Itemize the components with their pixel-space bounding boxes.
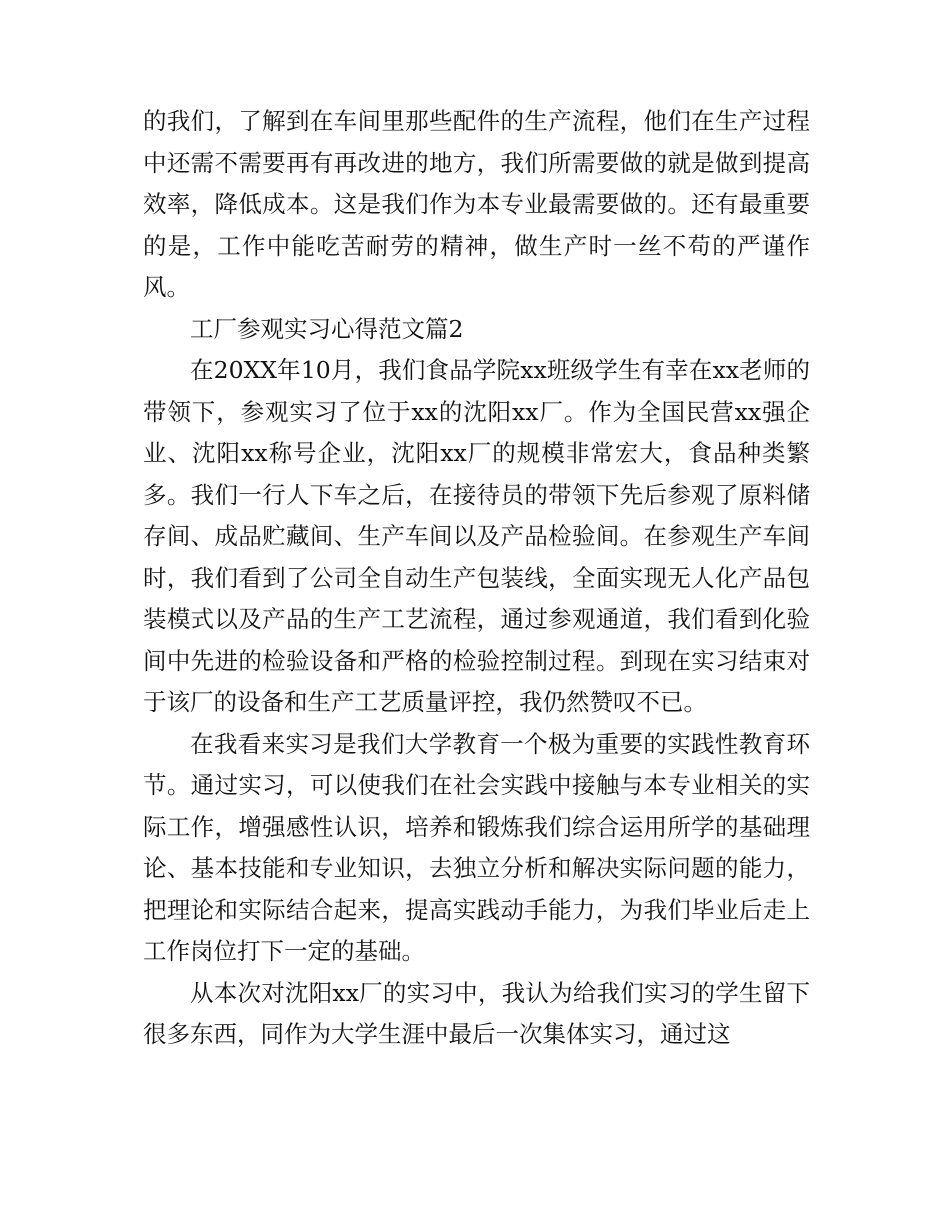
paragraph-reflection: 从本次对沈阳xx厂的实习中，我认为给我们实习的学生留下很多东西，同作为大学生涯中最后一次集体实习，通过这 (143, 978, 810, 1048)
section-heading: 工厂参观实习心得范文篇2 (190, 314, 464, 343)
paragraph-continued: 的我们，了解到在车间里那些配件的生产流程，他们在生产过程中还需不需要再有再改进的地方，我们所需要做的就是做到提高效率，降低成本。这是我们作为本专业最需要做的。还有最重要的是，工作中能吃苦耐劳的精神，做生产时一丝不苟的严谨作风。 (143, 107, 810, 301)
paragraph-visit-overview: 在20XX年10月，我们食品学院xx班级学生有幸在xx老师的带领下，参观实习了位于xx的沈阳xx厂。作为全国民营xx强企业、沈阳xx称号企业，沈阳xx厂的规模非常宏大，食品种类繁多。我们一行人下车之后，在接待员的带领下先后参观了原料储存间、成品贮藏间、生产车间以及产品检验间。在参观生产车间时，我们看到了公司全自动生产包装线，全面实现无人化产品包装模式以及产品的生产工艺流程，通过参观通道，我们看到化验间中先进的检验设备和严格的检验控制过程。到现在实习结束对于该厂的设备和生产工艺质量评控，我仍然赞叹不已。 (143, 356, 810, 716)
document-body (143, 101, 810, 1056)
paragraph-internship-importance: 在我看来实习是我们大学教育一个极为重要的实践性教育环节。通过实习，可以使我们在社会实践中接触与本专业相关的实际工作，增强感性认识，培养和锻炼我们综合运用所学的基础理论、基本技能和专业知识，去独立分析和解决实际问题的能力，把理论和实际结合起来，提高实践动手能力，为我们毕业后走上工作岗位打下一定的基础。 (143, 729, 810, 965)
